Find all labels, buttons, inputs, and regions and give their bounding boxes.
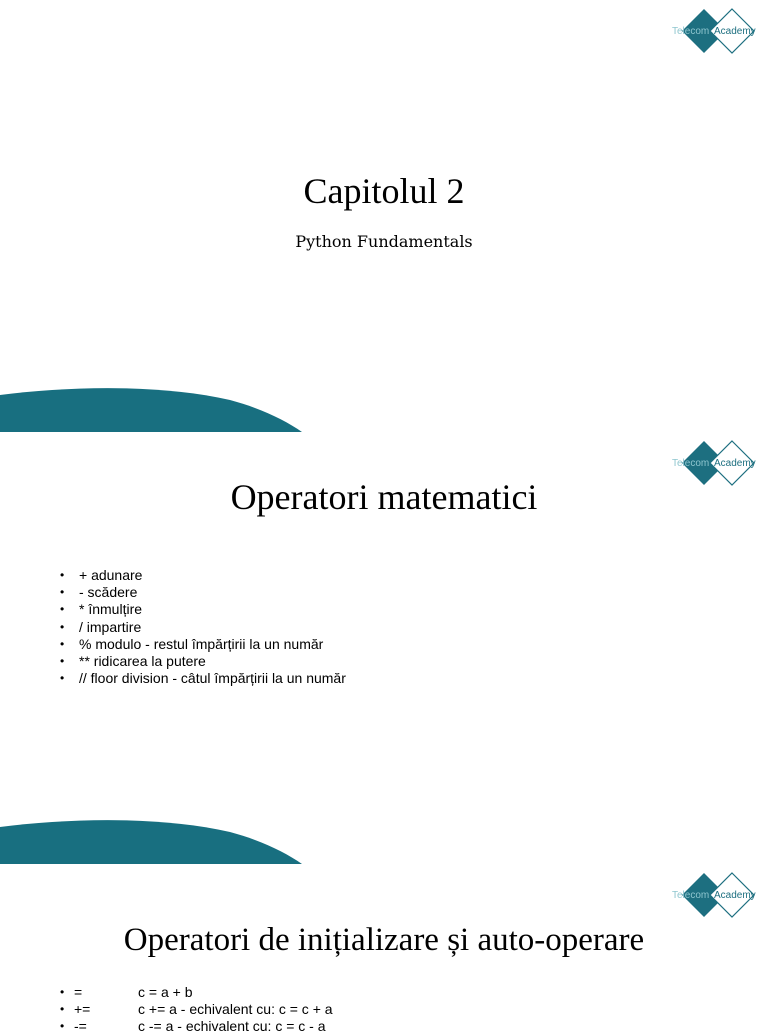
list-item: • / impartire xyxy=(60,618,142,635)
telecom-academy-logo xyxy=(670,9,762,53)
list-item: • % modulo - restul împărțirii la un număr xyxy=(60,635,324,652)
slide-title: Capitolul 2 xyxy=(303,171,465,211)
logo-word-academy: Academy xyxy=(714,26,756,37)
bullet-list xyxy=(58,567,346,687)
logo-word-academy: Academy xyxy=(714,890,756,901)
list-item: • ** ridicarea la putere xyxy=(60,653,206,670)
list-item: • * înmulțire xyxy=(60,601,143,618)
slide-2 xyxy=(0,432,768,864)
slide-title: Operatori matematici xyxy=(230,477,538,517)
list-item: • + adunare xyxy=(60,567,143,583)
logo-word-telecom: Telecom xyxy=(672,458,710,469)
telecom-academy-logo xyxy=(670,873,762,917)
list-item: • - scădere xyxy=(60,584,138,601)
list-item: • // floor division - câtul împărțirii la un număr xyxy=(60,670,346,687)
slide-title: Operatori de inițializare și auto-operare xyxy=(123,922,645,958)
slide-1 xyxy=(0,0,768,432)
slide-3: Telecom Academy Operatori de inițializare și auto-operare • = c = a + b • += c += a - echivalent cu: c = c + a • -= c -= a - echivalent cu: c = c - a xyxy=(0,864,768,1024)
logo-word-telecom: Telecom xyxy=(672,26,710,37)
slide-subtitle: Python Fundamentals xyxy=(295,232,473,251)
logo-word-academy: Academy xyxy=(714,458,756,469)
decorative-wave xyxy=(0,382,310,432)
decorative-wave xyxy=(0,814,310,864)
logo-word-telecom: Telecom xyxy=(672,890,710,901)
